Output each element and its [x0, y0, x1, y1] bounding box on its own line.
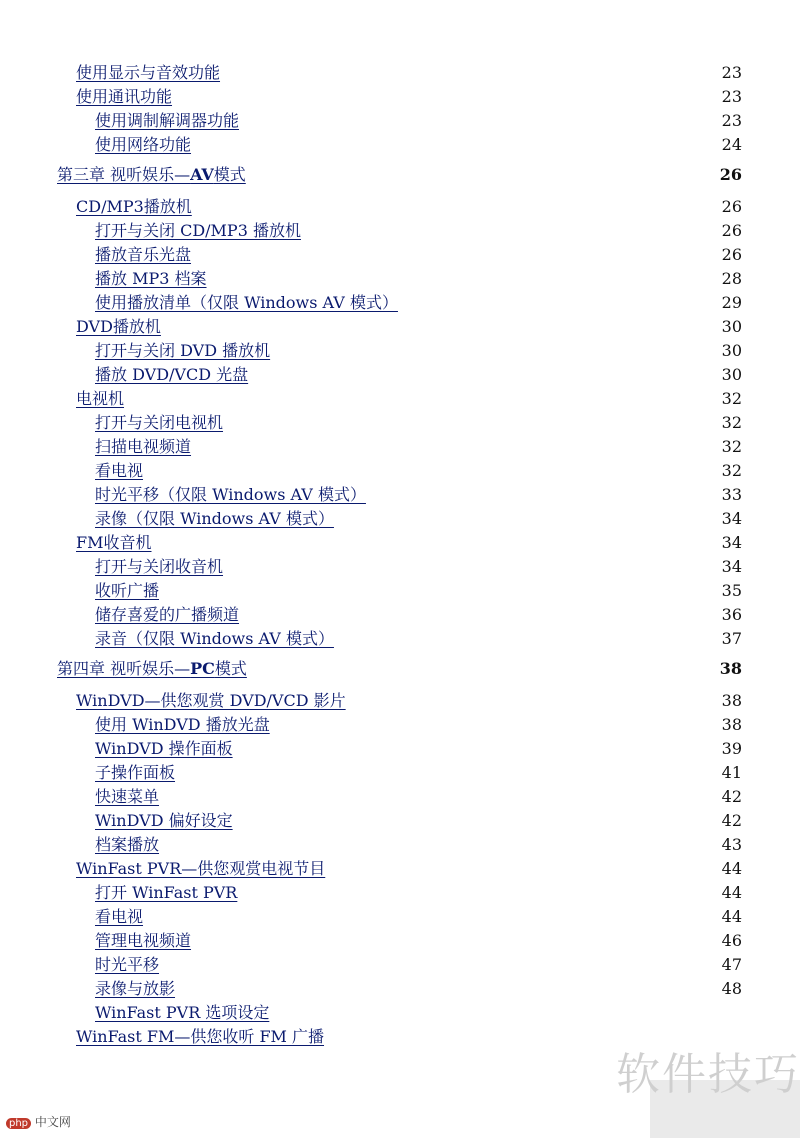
toc-page-number: 24	[721, 135, 742, 154]
toc-entry-row[interactable]	[0, 882, 800, 906]
toc-entry-row[interactable]	[0, 858, 800, 882]
site-logo	[6, 1113, 71, 1130]
toc-entry-title[interactable]: 时光平移（仅限 Windows AV 模式）	[95, 485, 366, 504]
toc-entry-row[interactable]	[0, 604, 800, 628]
toc-entry-title[interactable]: WinFast FM—供您收听 FM 广播	[76, 1027, 325, 1046]
toc-entry-title[interactable]: WinFast PVR—供您观赏电视节目	[76, 859, 326, 878]
toc-entry-row[interactable]	[0, 292, 800, 316]
chapter-title-mode: AV	[190, 165, 214, 184]
toc-entry-row[interactable]	[0, 196, 800, 220]
toc-page-number: 38	[719, 659, 742, 678]
toc-page-number: 46	[721, 931, 742, 950]
toc-page-number: 33	[721, 485, 742, 504]
toc-entry-row[interactable]	[0, 580, 800, 604]
toc-page-number: 23	[721, 87, 742, 106]
toc-entry-row[interactable]	[0, 508, 800, 532]
toc-entry-row[interactable]	[0, 412, 800, 436]
toc-page-number: 44	[721, 907, 742, 926]
chapter-title-prefix: 第三章 视听娱乐—	[57, 165, 191, 184]
toc-entry-title[interactable]: 使用网络功能	[95, 135, 192, 154]
toc-entry-title[interactable]: 录音（仅限 Windows AV 模式）	[95, 629, 334, 648]
toc-page-number: 28	[721, 269, 742, 288]
toc-entry-title[interactable]: 打开与关闭 DVD 播放机	[95, 341, 271, 360]
toc-entry-title[interactable]: DVD播放机	[76, 317, 161, 336]
toc-entry-row[interactable]	[0, 316, 800, 340]
toc-entry-row[interactable]	[0, 714, 800, 738]
toc-page-number: 38	[721, 691, 742, 710]
toc-entry-title[interactable]: 使用显示与音效功能	[76, 63, 221, 82]
toc-page-number: 47	[721, 955, 742, 974]
toc-entry-title[interactable]: 使用通讯功能	[76, 87, 173, 106]
toc-entry-row[interactable]	[0, 268, 800, 292]
toc-page-number: 34	[721, 509, 742, 528]
toc-entry-title[interactable]: 电视机	[76, 389, 125, 408]
toc-entry-row[interactable]	[0, 388, 800, 412]
toc-chapter-row[interactable]	[0, 658, 800, 682]
toc-page-number: 26	[719, 165, 742, 184]
toc-entry-title[interactable]: 子操作面板	[95, 763, 176, 782]
toc-page-number: 48	[721, 979, 742, 998]
toc-entry-row[interactable]	[0, 134, 800, 158]
toc-entry-row[interactable]	[0, 762, 800, 786]
toc-entry-title[interactable]: 打开与关闭收音机	[95, 557, 224, 576]
toc-entry-row[interactable]	[0, 436, 800, 460]
toc-entry-title[interactable]: 打开与关闭 CD/MP3 播放机	[95, 221, 301, 240]
toc-page-number: 30	[721, 341, 742, 360]
toc-entry-title[interactable]: WinDVD—供您观赏 DVD/VCD 影片	[76, 691, 346, 710]
toc-entry-title[interactable]: 扫描电视频道	[95, 437, 192, 456]
toc-entry-row[interactable]	[0, 532, 800, 556]
logo-badge: php	[6, 1118, 31, 1129]
table-of-contents	[0, 62, 800, 1050]
chapter-title-mode: PC	[190, 659, 215, 678]
toc-chapter-title[interactable]	[57, 164, 246, 186]
toc-page-number: 32	[721, 413, 742, 432]
toc-page-number: 30	[721, 317, 742, 336]
toc-entry-row[interactable]	[0, 460, 800, 484]
watermark: 软件技巧	[616, 1049, 800, 1100]
toc-entry-row[interactable]	[0, 556, 800, 580]
toc-page-number: 42	[721, 787, 742, 806]
toc-entry-title[interactable]: WinFast PVR 选项设定	[95, 1003, 270, 1022]
toc-page-number: 35	[721, 581, 742, 600]
toc-entry-title[interactable]: WinDVD 偏好设定	[95, 811, 233, 830]
toc-page-number: 42	[721, 811, 742, 830]
toc-entry-title[interactable]: 播放 DVD/VCD 光盘	[95, 365, 249, 384]
chapter-title-prefix: 第四章 视听娱乐—	[57, 659, 191, 678]
toc-entry-title[interactable]: 播放 MP3 档案	[95, 269, 207, 288]
toc-entry-row[interactable]	[0, 834, 800, 858]
toc-entry-title[interactable]: 收听广播	[95, 581, 160, 600]
toc-chapter-title[interactable]	[57, 658, 247, 680]
toc-entry-title[interactable]: 使用调制解调器功能	[95, 111, 240, 130]
toc-entry-row[interactable]	[0, 978, 800, 1002]
toc-page-number: 26	[721, 245, 742, 264]
toc-entry-title[interactable]: FM收音机	[76, 533, 152, 552]
toc-entry-row[interactable]	[0, 244, 800, 268]
toc-page-number: 41	[721, 763, 742, 782]
toc-page-number: 34	[721, 557, 742, 576]
logo-text: 中文网	[34, 1115, 71, 1129]
toc-entry-row[interactable]	[0, 340, 800, 364]
chapter-title-suffix: 模式	[213, 165, 246, 184]
toc-entry-title[interactable]: 时光平移	[95, 955, 160, 974]
toc-page-number: 44	[721, 883, 742, 902]
toc-entry-row[interactable]	[0, 628, 800, 652]
toc-entry-row[interactable]	[0, 484, 800, 508]
toc-page-number: 43	[721, 835, 742, 854]
toc-page-number: 23	[721, 111, 742, 130]
toc-page-number: 26	[721, 221, 742, 240]
toc-page-number: 30	[721, 365, 742, 384]
toc-entry-title[interactable]: 使用 WinDVD 播放光盘	[95, 715, 270, 734]
toc-entry-row[interactable]	[0, 86, 800, 110]
toc-page-number: 36	[721, 605, 742, 624]
toc-page-number: 38	[721, 715, 742, 734]
toc-entry-title[interactable]: 录像（仅限 Windows AV 模式）	[95, 509, 334, 528]
toc-entry-title[interactable]: CD/MP3播放机	[76, 197, 192, 216]
toc-page-number: 44	[721, 859, 742, 878]
toc-page-number: 37	[721, 629, 742, 648]
toc-page-number: 32	[721, 461, 742, 480]
toc-page-number: 29	[721, 293, 742, 312]
toc-chapter-row[interactable]	[0, 164, 800, 188]
toc-entry-title[interactable]: 打开与关闭电视机	[95, 413, 224, 432]
toc-page-number: 39	[721, 739, 742, 758]
toc-entry-row[interactable]	[0, 810, 800, 834]
toc-entry-row[interactable]	[0, 906, 800, 930]
toc-entry-title[interactable]: 储存喜爱的广播频道	[95, 605, 240, 624]
toc-page-number: 23	[721, 63, 742, 82]
toc-page-number: 34	[721, 533, 742, 552]
toc-entry-row[interactable]	[0, 738, 800, 762]
toc-entry-row[interactable]	[0, 62, 800, 86]
toc-entry-row[interactable]	[0, 930, 800, 954]
chapter-title-suffix: 模式	[214, 659, 247, 678]
toc-entry-row[interactable]	[0, 220, 800, 244]
toc-entry-title[interactable]: 看电视	[95, 461, 144, 480]
toc-entry-row[interactable]	[0, 690, 800, 714]
toc-page-number: 32	[721, 389, 742, 408]
toc-entry-row[interactable]	[0, 364, 800, 388]
toc-entry-row[interactable]	[0, 786, 800, 810]
toc-entry-title[interactable]: WinDVD 操作面板	[95, 739, 233, 758]
toc-entry-title[interactable]: 录像与放影	[95, 979, 176, 998]
toc-entry-title[interactable]: 播放音乐光盘	[95, 245, 192, 264]
toc-entry-row[interactable]	[0, 954, 800, 978]
toc-entry-title[interactable]: 打开 WinFast PVR	[95, 883, 238, 902]
toc-entry-row[interactable]	[0, 1002, 800, 1026]
toc-entry-row[interactable]	[0, 110, 800, 134]
toc-entry-title[interactable]: 使用播放清单（仅限 Windows AV 模式）	[95, 293, 398, 312]
toc-entry-title[interactable]: 看电视	[95, 907, 144, 926]
toc-page-number: 26	[721, 197, 742, 216]
toc-entry-title[interactable]: 档案播放	[95, 835, 160, 854]
toc-entry-title[interactable]: 快速菜单	[95, 787, 160, 806]
toc-entry-title[interactable]: 管理电视频道	[95, 931, 192, 950]
toc-page-number: 32	[721, 437, 742, 456]
